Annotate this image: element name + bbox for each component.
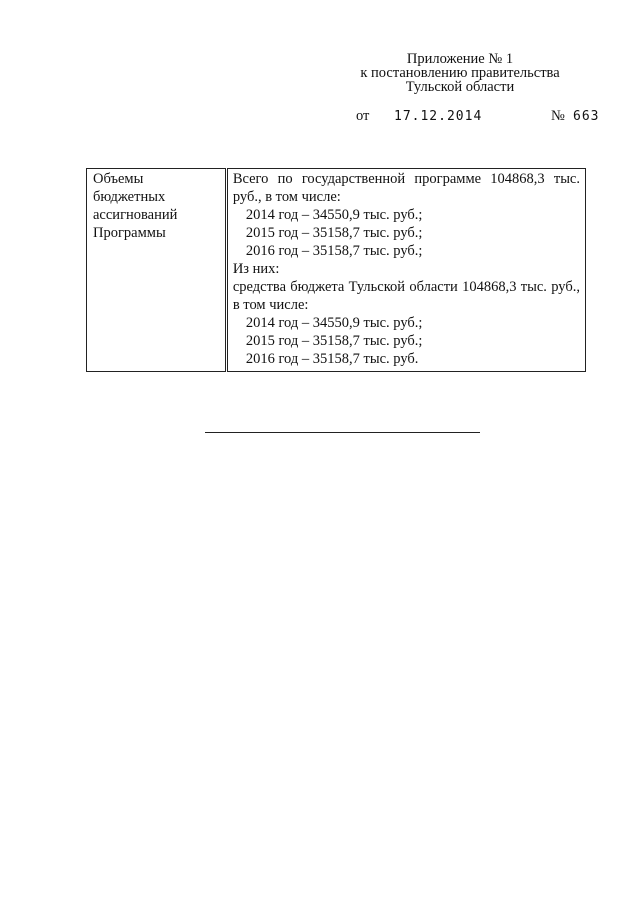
label-line: Программы xyxy=(93,225,166,241)
label-line: ассигнований xyxy=(93,207,178,223)
total-year-2015: 2015 год – 35158,7 тыс. руб.; xyxy=(245,225,423,241)
total-funding-text: Всего по государственной программе 104868,3 тыс. руб., в том числе: xyxy=(232,171,580,205)
total-year-2014: 2014 год – 34550,9 тыс. руб.; xyxy=(245,207,423,223)
of-which-label: Из них: xyxy=(232,261,280,277)
decree-number: 663 xyxy=(573,109,600,124)
date-prefix: от xyxy=(356,108,370,124)
table-row xyxy=(87,169,586,372)
regional-year-2016: 2016 год – 35158,7 тыс. руб. xyxy=(245,351,419,367)
appendix-reference: к постановлению правительства xyxy=(360,65,560,81)
appendix-title: Приложение № 1 xyxy=(406,51,514,67)
regional-year-2015: 2015 год – 35158,7 тыс. руб.; xyxy=(245,333,423,349)
appendix-header xyxy=(330,52,590,94)
number-sign: № xyxy=(551,108,565,124)
decree-date: 17.12.2014 xyxy=(394,109,483,124)
label-line: бюджетных xyxy=(93,189,166,205)
value-cell xyxy=(226,169,585,372)
budget-table xyxy=(86,168,586,372)
regional-funding-text: средства бюджета Тульской области 104868,3 тыс. руб., в том числе: xyxy=(232,279,580,313)
regional-year-2014: 2014 год – 34550,9 тыс. руб.; xyxy=(245,315,423,331)
decree-date-line xyxy=(356,108,604,126)
appendix-region: Тульской области xyxy=(405,79,515,95)
closing-separator-line xyxy=(205,432,480,433)
label-cell xyxy=(87,169,227,372)
total-year-2016: 2016 год – 35158,7 тыс. руб.; xyxy=(245,243,423,259)
label-line: Объемы xyxy=(93,171,144,187)
